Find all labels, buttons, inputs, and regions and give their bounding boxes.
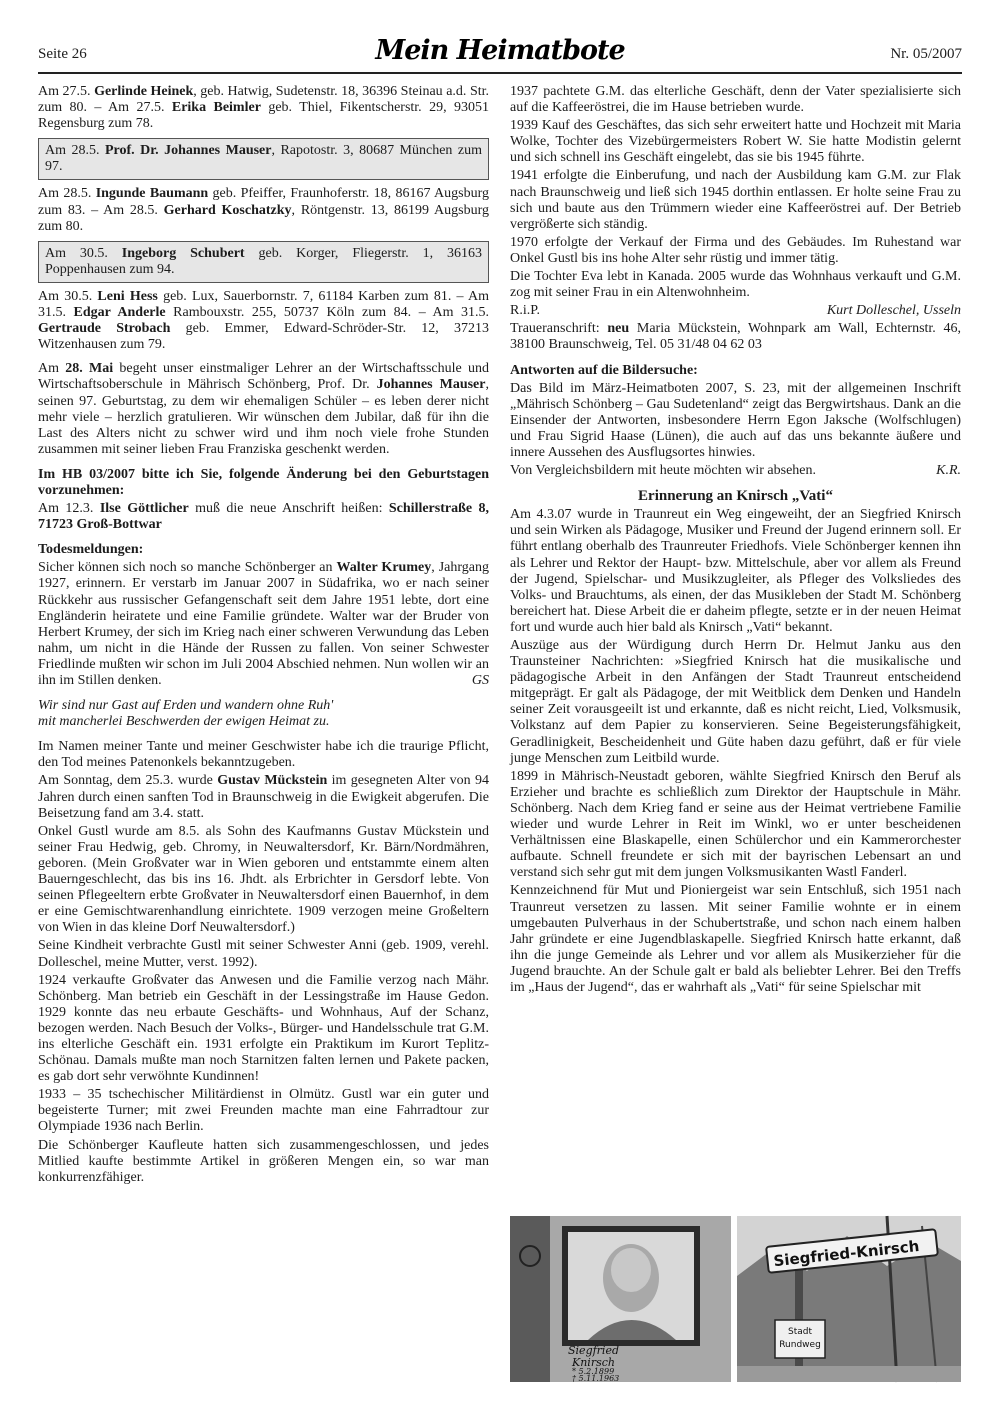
obituary-signature: R.i.P. Kurt Dolleschel, Usseln xyxy=(510,303,961,319)
obituary-paragraph: 1937 pachtete G.M. das elterliche Geschäft, denn der Vater spezialisierte sich auf die Kaffeeröstrei, die im Hause betrieben wurde. xyxy=(510,84,961,116)
obituary-paragraph: Seine Kindheit verbrachte Gustl mit seiner Schwester Anni (geb. 1909, verehl. Dolleschel, meine Mutter, verst. 1992). xyxy=(38,938,489,970)
obituary-paragraph: Am Sonntag, dem 25.3. wurde Gustav Mückstein im gesegneten Alter von 94 Jahren durch einen sanften Tod in Braunschweig in die Ewigkeit abgerufen. Die Beisetzung fand am 3.4. statt. xyxy=(38,773,489,821)
obituary-paragraph: Die Schönberger Kaufleute hatten sich zusammengeschlossen, und jedes Mitlied kaufte bestimmte Artikel in größeren Mengen ein, so war man konkurrenzfähiger. xyxy=(38,1137,489,1185)
svg-text:Knirsch: Knirsch xyxy=(572,1356,615,1369)
article-paragraph: Auszüge aus der Würdigung durch Herrn Dr. Helmut Janku aus den Traunsteiner Nachrichten: »Siegfried Knirsch hat die musikalische und pädagogische Arbeit in den Anfängen der Stadt Traunreut entscheidend mitgeprägt. Er galt als Pädagoge, der mit Weitblick dem Denken und Handeln seiner Zeit vorausgeeilt ist und erkannte, daß es nicht reicht, Lied, Volksmusik, Volkstanz auf dem Papier zu konservieren. Seine Begeisterungsfähigkeit, Geradlinigkeit, Bescheidenheit und Güte haben dazu geführt, daß er für viele junge Menschen zum Leitbild wurde. xyxy=(510,638,961,766)
svg-text:* 5.2.1899: * 5.2.1899 xyxy=(572,1367,615,1376)
memorial-verse: Wir sind nur Gast auf Erden und wandern ohne Ruh' mit mancherlei Beschwerden der ewigen Heimat zu. xyxy=(38,698,334,730)
birthday-entry: Am 30.5. Leni Hess geb. Lux, Sauerbornstr. 7, 61184 Karben zum 81. – Am 31.5. Edgar Anderle Rambouxstr. 255, 50737 Köln zum 84. – Am 31.5. Gertraude Strobach geb. Emmer, Edward-Schröder-Str. 12, 37213 Witzenhausen zum 79. xyxy=(38,288,490,353)
masthead-logo xyxy=(375,32,625,66)
svg-text:Siegfried-Knirsch: Siegfried-Knirsch xyxy=(772,1236,921,1271)
page-number: Seite 26 xyxy=(38,46,87,62)
mourning-address: Traueranschrift: neu Maria Mückstein, Wohnpark am Wall, Echternstr. 46, 38100 Braunschweig, Tel. 05 31/48 04 62 03 xyxy=(510,321,961,353)
obituary-paragraph: 1933 – 35 tschechischer Militärdienst in Olmütz. Gustl war ein guter und begeisterte Turner; mit zwei Freunden machte man eine Fahrradtour zur Olympiade 1936 nach Berlin. xyxy=(38,1087,489,1135)
obituary-paragraph: 1970 erfolgte der Verkauf der Firma und des Gebäudes. Im Ruhestand war Onkel Gustl bis ins hohe Alter sehr rüstig und immer tätig. xyxy=(510,234,961,266)
congratulation-paragraph: Am 28. Mai begeht unser einstmaliger Lehrer an der Wirtschaftsschule und Wirtschaftsoberschule in Mährisch Schönberg, Prof. Dr. Johannes Mauser, seinen 97. Geburtstag, zu dem wir ehemaligen Schüler – es leben derer nicht mehr viele – herzlich gratulieren. Wir wünschen dem Jubilar, daß für ihn die Last des Alters nicht zu schwer wird und ihm noch viele frohe Stunden zusammen mit seiner lieben Frau Franziska geschenkt werden. xyxy=(38,361,490,457)
header-rule xyxy=(38,72,962,74)
obituary-paragraph: 1939 Kauf des Geschäftes, das sich sehr erweitert hatte und Hochzeit mit Maria Wolke, Tochter des Vizebürgermeisters Robert W. Sie hatte Modistin gelernt und sich schnell ins Geschäft eingelebt, das sie bis 1945 führte. xyxy=(510,118,961,166)
highlighted-birthday: Am 30.5. Ingeborg Schubert geb. Korger, Fliegerstr. 1, 36163 Poppenhausen zum 94. xyxy=(38,241,489,283)
obituary-intro: Im Namen meiner Tante und meiner Geschwister habe ich die traurige Pflicht, den Tod meines Patenonkels bekanntzugeben. xyxy=(38,739,489,771)
obituary-paragraph: Die Tochter Eva lebt in Kanada. 2005 wurde das Wohnhaus verkauft und G.M. zog mit seiner Frau in ein Altenwohnheim. xyxy=(510,269,961,301)
svg-text:† 5.11.1963: † 5.11.1963 xyxy=(572,1374,620,1383)
obituary-paragraph: 1924 verkaufte Großvater das Anwesen und die Familie verzog nach Mähr. Schönberg. Man betrieb ein Geschäft in der Lessingstraße im Hause Gedon. 1929 konnte das neu erbaute Geschäfts- und Wohnhaus, Auf der Schanz, bezogen werden. Nach Besuch der Volks-, Bürger- und Handelsschule trat G.M. ins elterliche Geschäft ein. 1931 erfolgte ein Praktikum im Kurort Teplitz-Schönau. Damals mußte man noch Starnitzen falten lernen und Pakete packen, es gab dort sehr verwöhnte Kundinnen! xyxy=(38,972,489,1085)
svg-text:Rundweg: Rundweg xyxy=(779,1340,821,1350)
picture-search-paragraph: Das Bild im März-Heimatboten 2007, S. 23, mit der allgemeinen Inschrift „Mährisch Schönberg – Gau Sudetenland“ zeigt das Bergwirtshaus. Dank an die Einsender der Antworten, insbesondere Herrn Egon Jaksche (Wolfschlugen) und Frau Sigrid Haase (Lünen), die auch auf das uns bekannte äußere und innere Aussehen des Ausflugsortes hinwies. xyxy=(510,380,961,460)
correction-entry: Am 12.3. Ilse Göttlicher muß die neue Anschrift heißen: Schillerstraße 8, 71723 Groß-Bottwar xyxy=(38,501,490,533)
obituary-paragraph: Onkel Gustl wurde am 8.5. als Sohn des Kaufmanns Gustav Mückstein und seiner Frau Hedwig, geb. Chromy, in Neuwaltersdorf, Kr. Bärn/Nordmähren, geboren. (Mein Großvater war in Wien geboren und entstammte einem alten Bauerngeschlecht, das bis ins 16. Jhdt. als Erbrichter in Gersdorf lebte. Von seinen Pflegeeltern erbte Großvater in Neuwaltersdorf einen Bauernhof, in dem er eine Gemischtwarenhandlung einrichtete. 1909 verzogen meine Großeltern von Wien in das kleine Dorf Neuwaltersdorf.) xyxy=(38,823,489,936)
svg-text:Siegfried: Siegfried xyxy=(568,1344,620,1357)
article-paragraph: 1899 in Mährisch-Neustadt geboren, wählte Siegfried Knirsch den Beruf als Erzieher und brachte es schließlich zum Direktor der Hauptschule in Mähr. Schönberg. Nach dem Krieg fand er seine aus der Heimat vertriebene Familie wieder und wurde Lehrer in Reit im Winkl, wo er unter bescheidenen Verhältnissen eine Blaskapelle, einen Schülerchor und ein Kammerorchester aufbaute. Schnell freundete er sich mit der bayrischen Lebensart an und verstand sich sehr gut mit dem jungen Volksmusikanten Wastl Fanderl. xyxy=(510,768,961,881)
picture-search-signature: Von Vergleichsbildern mit heute möchten wir absehen. K.R. xyxy=(510,463,961,479)
photo-strip xyxy=(510,1216,961,1382)
right-column xyxy=(510,84,961,998)
birthday-entry: Am 27.5. Gerlinde Heinek, geb. Hatwig, Sudetenstr. 18, 36396 Steinau a.d. Str. zum 80. – Am 27.5. Erika Beimler geb. Thiel, Fikentscherstr. 29, 93051 Regensburg zum 78. xyxy=(38,84,490,132)
article-paragraph: Kennzeichnend für Mut und Pioniergeist war sein Entschluß, sich 1951 nach Traunreut versetzen zu lassen. Mit seiner Familie wohnte er in einem umgebauten Pulverhaus in der Schubertstraße, und schon nach einem halben Jahr gründete er eine Jugendblaskapelle. Siegfried Knirsch hatte erkannt, daß ihn die junge Gemeinde als Lehrer und vor allem als Musikerzieher für die Jugend brauchte. An der Schule galt er bald als beliebter Lehrer. Bei den Treffs im „Haus der Jugend“, das er wahrhaft als „Vati“ für seine Spielschar mit xyxy=(510,883,961,995)
article-title: Erinnerung an Knirsch „Vati“ xyxy=(638,488,833,505)
picture-search-heading: Antworten auf die Bildersuche: xyxy=(510,362,698,378)
birthday-entry: Am 28.5. Ingunde Baumann geb. Pfeiffer, Fraunhoferstr. 18, 86167 Augsburg zum 83. – Am 28.5. Gerhard Koschatzky, Röntgenstr. 13, 86199 Augsburg zum 80. xyxy=(38,186,490,234)
portrait-photo xyxy=(510,1216,731,1382)
street-sign-photo xyxy=(737,1216,961,1382)
issue-number: Nr. 05/2007 xyxy=(890,46,962,62)
article-paragraph: Am 4.3.07 wurde in Traunreut ein Weg eingeweiht, der an Siegfried Knirsch und sein Wirken als Pädagoge, Musiker und Freund der Jugend erinnern soll. Er führt entlang oberhalb des Traunreuter Friedhofs. Viele Schönberger kennen ihn als Lehrer und Rektor der Haupt- bzw. Mittelschule, aber vor allem als Freund der Jugend, Spielschar- und Musikzugleiter, als Pfleger des Volksliedes des Volks- und Brauchtums, als einen, der das Musikleben der Stadt M. Schönberg bereichert hat. Diese Arbeit die er daheim pflegte, setzte er in der neuen Heimat fort und wurde auch hier bald als Knirsch „Vati“ bekannt. xyxy=(510,507,961,635)
page-header xyxy=(38,32,962,70)
masthead xyxy=(38,32,962,74)
obituary-paragraph: 1941 erfolgte die Einberufung, und nach der Ausbildung kam G.M. zur Flak nach Braunschweig und ließ sich 1945 dorthin entlassen. Er holte seine Frau zu sich und baute aus den Trümmern wieder eine Kaffeeröstrei auf. Der Betrieb vergrößerte sich ständig. xyxy=(510,168,961,232)
highlighted-birthday: Am 28.5. Prof. Dr. Johannes Mauser, Rapotostr. 3, 80687 München zum 97. xyxy=(38,138,489,180)
svg-text:Stadt: Stadt xyxy=(788,1327,812,1337)
correction-heading: Im HB 03/2007 bitte ich Sie, folgende Änderung bei den Geburtstagen vorzunehmen: xyxy=(38,466,489,498)
death-notice: Sicher können sich noch so manche Schönberger an Walter Krumey, Jahrgang 1927, erinnern. Er verstarb im Januar 2007 in Südafrika, wo er nach seiner Rückkehr aus russischer Gefangenschaft seit dem Jahre 1951 lebte, dort eine Engländerin heiratete und eine Familie gründete. Walter war der Bruder von Herbert Krumey, der sich im Krieg nach einer schweren Verwundung das Leben nahm, um nicht in die Hände der Russen zu fallen. Von seiner Schwester Friedlinde mußten wir schon im Juli 2004 Abschied nehmen. Nun wollen wir an ihn im Stillen denken. GS xyxy=(38,560,489,688)
left-column xyxy=(38,84,489,1188)
death-notices-heading: Todesmeldungen: xyxy=(38,542,144,558)
svg-text:Mein Heimatbote: Mein Heimatbote xyxy=(375,35,625,66)
